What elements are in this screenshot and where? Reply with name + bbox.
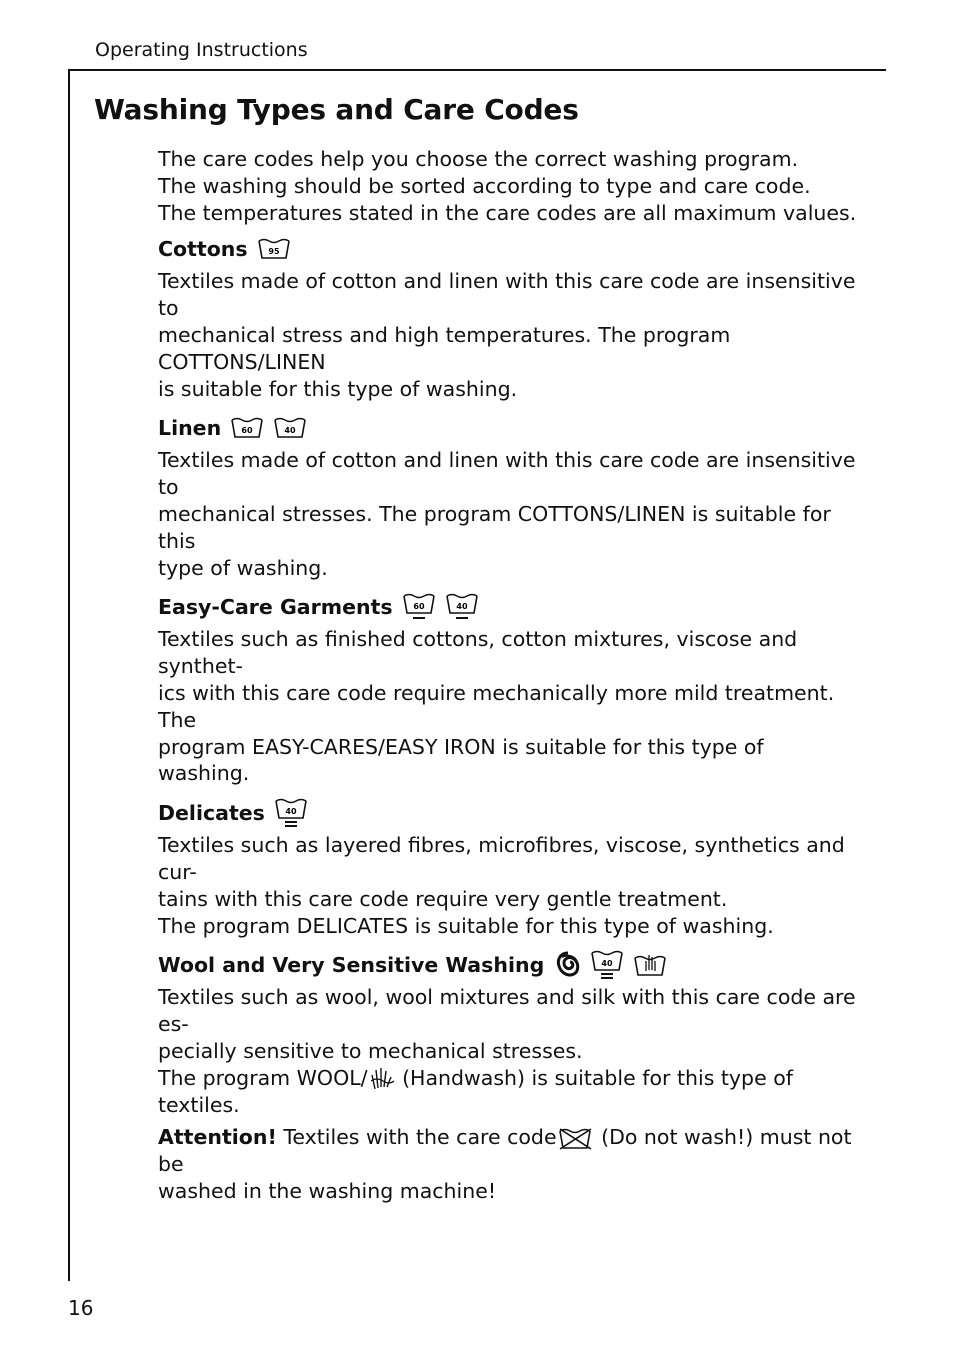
- attention-paragraph: [158, 1124, 858, 1204]
- section-body: [158, 626, 858, 787]
- body-line: type of washing.: [158, 555, 328, 580]
- wash-60-gentle-icon: [403, 593, 437, 621]
- body-line: Textiles made of cotton and linen with this care code are insensitive to: [158, 269, 856, 321]
- intro-paragraph: [158, 146, 858, 226]
- svg-text:40: 40: [285, 807, 297, 817]
- body-line: Textiles such as layered fibres, microfibres, viscose, synthetics and cur-: [158, 833, 845, 884]
- section-title: [158, 950, 858, 980]
- svg-text:40: 40: [601, 959, 613, 969]
- page-number: 16: [68, 1296, 94, 1320]
- section-body: [158, 984, 858, 1118]
- wash-95-icon: [258, 238, 292, 260]
- wash-40-gentle-icon: [446, 593, 480, 621]
- margin-rule: [68, 69, 70, 1281]
- section-body: [158, 832, 858, 939]
- body-line: Textiles such as finished cottons, cotton mixtures, viscose and synthet-: [158, 627, 798, 679]
- section-title: [158, 234, 858, 264]
- section-easycare: [158, 592, 858, 787]
- body-line: ics with this care code require mechanically more mild treatment. The: [158, 680, 835, 732]
- woolmark-icon: [554, 951, 582, 979]
- body-line: (Handwash) is suitable for this type of textiles.: [158, 1065, 793, 1117]
- body-line: pecially sensitive to mechanical stresses.: [158, 1038, 583, 1063]
- content: [158, 146, 858, 1205]
- body-line: program EASY-CARES/EASY IRON is suitable for this type of washing.: [158, 734, 764, 786]
- svg-text:60: 60: [241, 426, 253, 436]
- body-line: is suitable for this type of washing.: [158, 376, 518, 401]
- svg-text:40: 40: [456, 602, 468, 612]
- wash-40-very-gentle-icon: [591, 950, 625, 980]
- handwash-icon: [369, 1067, 395, 1091]
- body-line: Textiles made of cotton and linen with this care code are insensitive to: [158, 448, 856, 500]
- body-line: The program WOOL/: [158, 1065, 368, 1090]
- handwash-icon: [634, 953, 668, 977]
- attention-text: (Do not wash!) must not be: [158, 1125, 852, 1177]
- header-rule: [68, 69, 886, 71]
- intro-line: The washing should be sorted according to type and care code.: [158, 173, 811, 198]
- body-line: mechanical stress and high temperatures. The program COTTONS/LINEN: [158, 322, 731, 374]
- section-title-text: Cottons: [158, 237, 248, 262]
- svg-text:40: 40: [284, 426, 296, 436]
- svg-text:60: 60: [413, 602, 425, 612]
- section-cottons: [158, 234, 858, 402]
- wash-40-very-gentle-icon: [275, 798, 309, 828]
- section-title-text: Linen: [158, 416, 222, 441]
- section-title-text: Wool and Very Sensitive Washing: [158, 953, 545, 978]
- do-not-wash-icon: [558, 1128, 594, 1150]
- attention-text: Textiles with the care code: [276, 1125, 557, 1150]
- attention-label: Attention!: [158, 1125, 277, 1150]
- section-title: [158, 413, 858, 443]
- section-linen: [158, 413, 858, 581]
- body-line: mechanical stresses. The program COTTONS/LINEN is suitable for this: [158, 501, 831, 553]
- attention-text: washed in the washing machine!: [158, 1178, 497, 1203]
- section-title: [158, 592, 858, 622]
- section-body: [158, 268, 858, 402]
- page-title: Washing Types and Care Codes: [94, 93, 579, 126]
- section-body: [158, 447, 858, 581]
- section-title: [158, 798, 858, 828]
- intro-line: The temperatures stated in the care codes are all maximum values.: [158, 200, 857, 225]
- running-header: Operating Instructions: [95, 39, 308, 61]
- svg-text:95: 95: [268, 247, 280, 257]
- body-line: The program DELICATES is suitable for this type of washing.: [158, 913, 774, 938]
- section-wool: [158, 950, 858, 1118]
- wash-40-icon: [274, 417, 308, 439]
- body-line: tains with this care code require very gentle treatment.: [158, 886, 728, 911]
- section-title-text: Delicates: [158, 801, 265, 826]
- section-title-text: Easy-Care Garments: [158, 595, 393, 620]
- body-line: Textiles such as wool, wool mixtures and silk with this care code are es-: [158, 985, 856, 1037]
- section-delicates: [158, 798, 858, 939]
- intro-line: The care codes help you choose the correct washing program.: [158, 147, 799, 171]
- wash-60-icon: [231, 417, 265, 439]
